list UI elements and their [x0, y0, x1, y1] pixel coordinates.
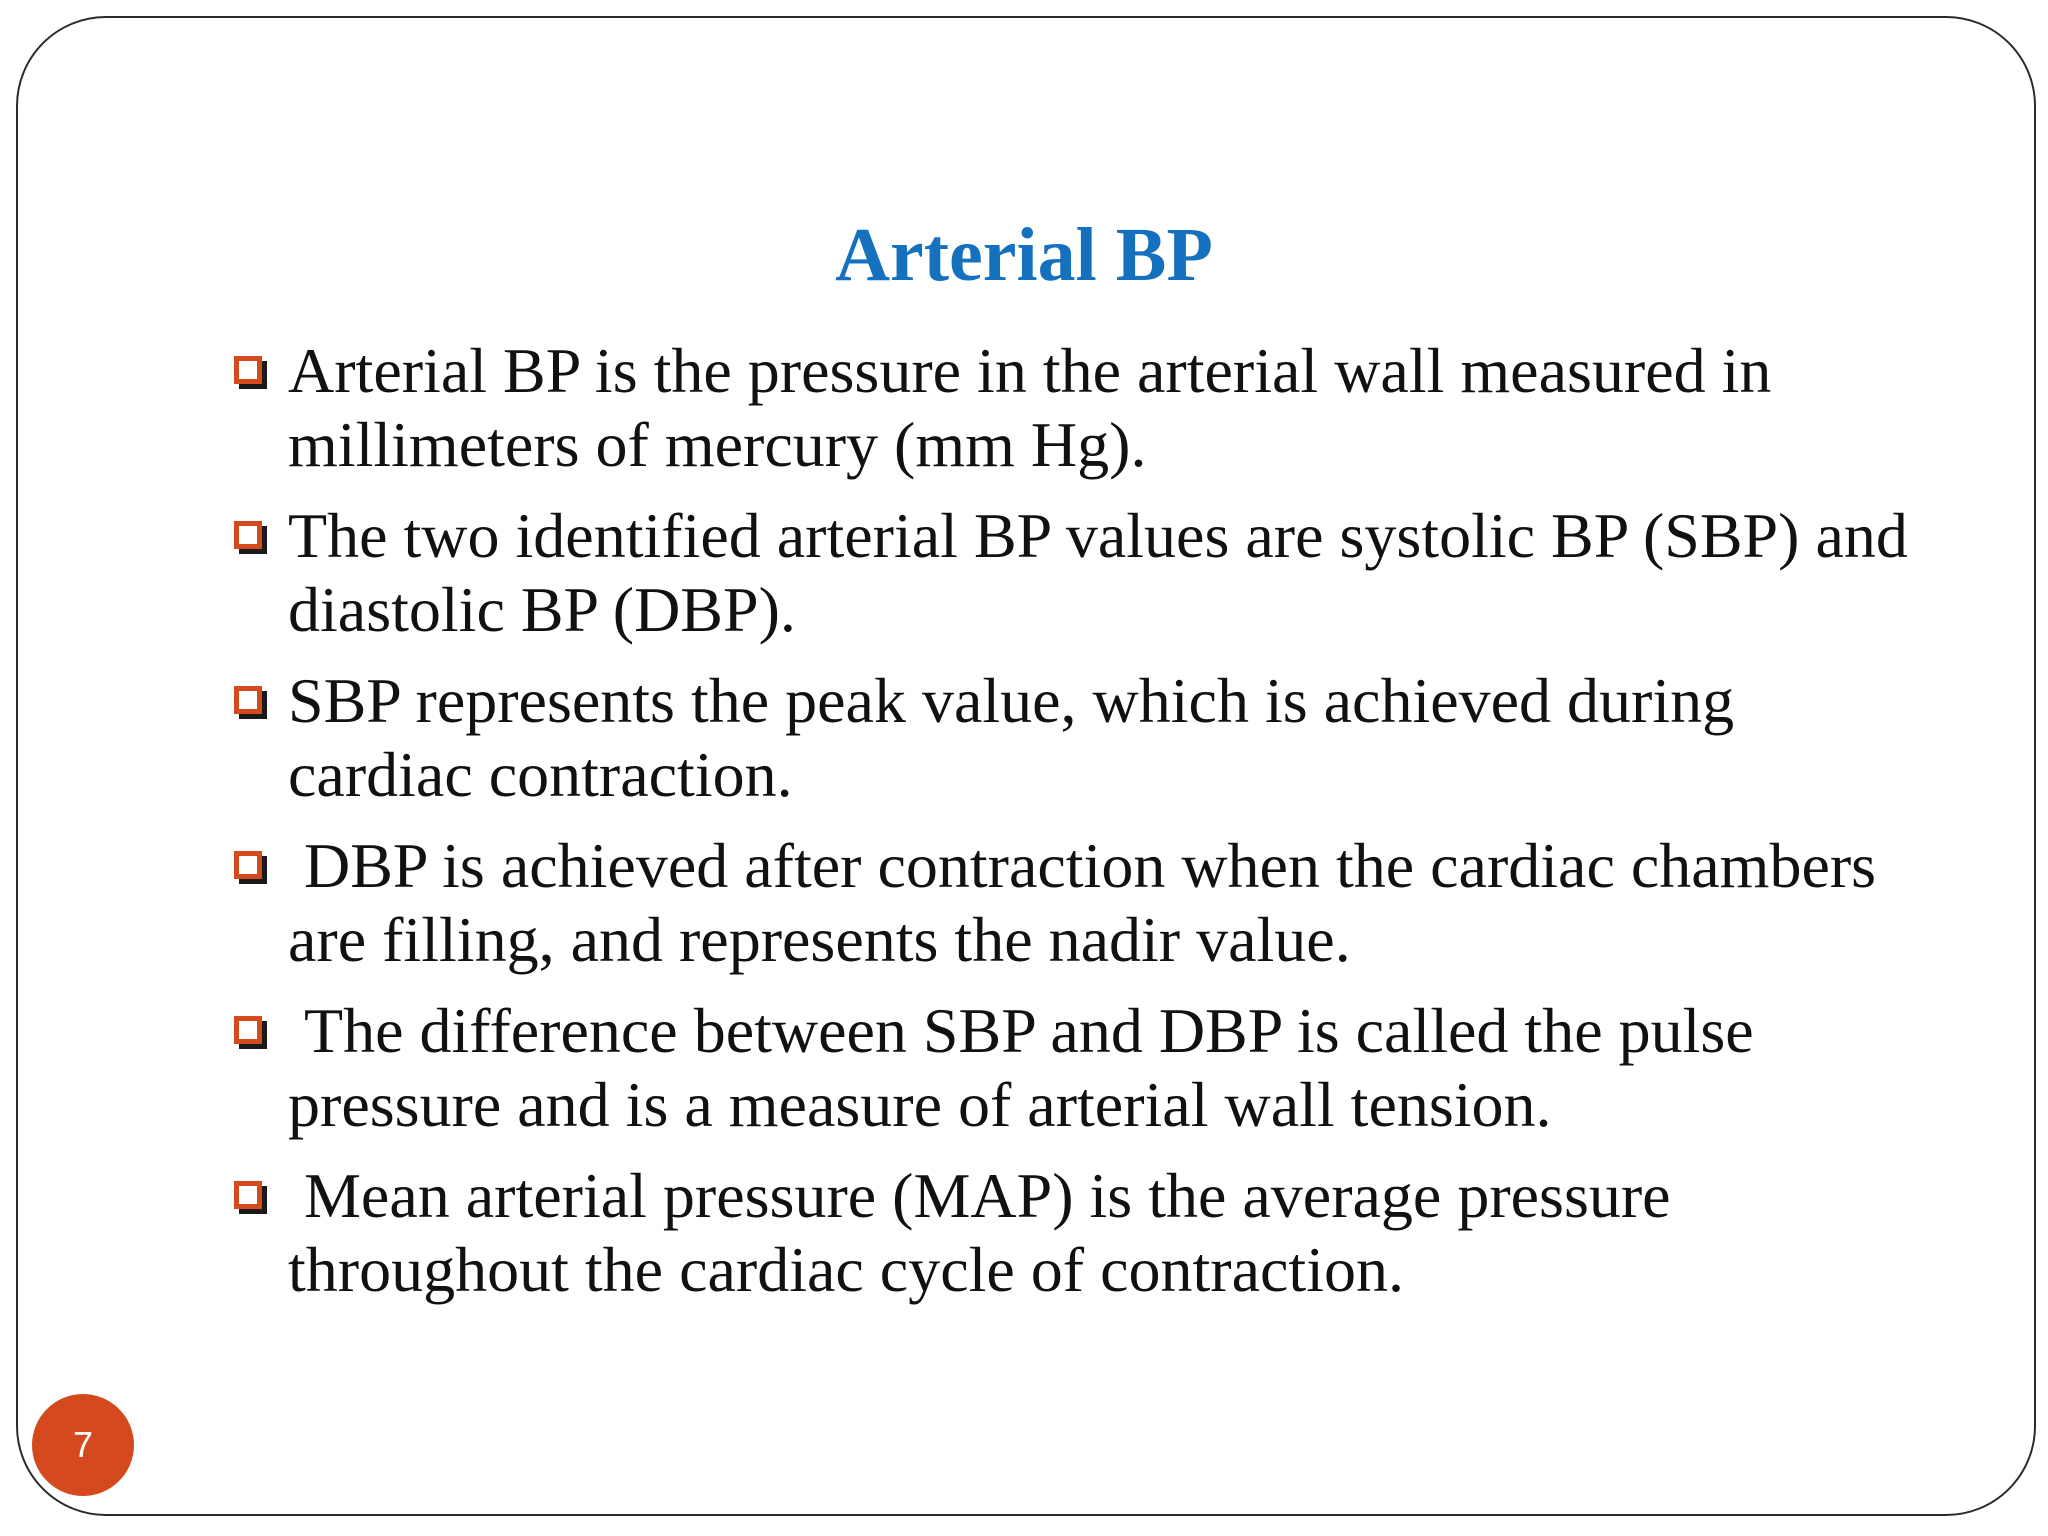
list-item [228, 664, 1928, 812]
checkbox-square-icon [234, 851, 262, 879]
bullet-text: The difference between SBP and DBP is called the pulse pressure and is a measure of arterial wall tension. [288, 995, 1770, 1140]
bullet-text: The two identified arterial BP values are systolic BP (SBP) and diastolic BP (DBP). [288, 500, 1908, 645]
slide-title: Arterial BP [835, 213, 1213, 297]
bullet-text: Mean arterial pressure (MAP) is the average pressure throughout the cardiac cycle of contraction. [288, 1160, 1687, 1305]
bullet-text: SBP represents the peak value, which is achieved during cardiac contraction. [288, 665, 1735, 810]
list-item [228, 994, 1928, 1142]
list-item [228, 334, 1928, 482]
bullet-list [228, 334, 1928, 1324]
bullet-text: Arterial BP is the pressure in the arterial wall measured in millimeters of mercury (mm Hg). [288, 335, 1772, 480]
checkbox-square-icon [234, 1016, 262, 1044]
list-item [228, 499, 1928, 647]
checkbox-square-icon [234, 356, 262, 384]
page-number-badge: 7 [32, 1394, 134, 1496]
checkbox-square-icon [234, 1181, 262, 1209]
bullet-text: DBP is achieved after contraction when the cardiac chambers are filling, and represents the nadir value. [288, 830, 1893, 975]
checkbox-square-icon [234, 521, 262, 549]
list-item [228, 1159, 1928, 1307]
list-item [228, 829, 1928, 977]
checkbox-square-icon [234, 686, 262, 714]
